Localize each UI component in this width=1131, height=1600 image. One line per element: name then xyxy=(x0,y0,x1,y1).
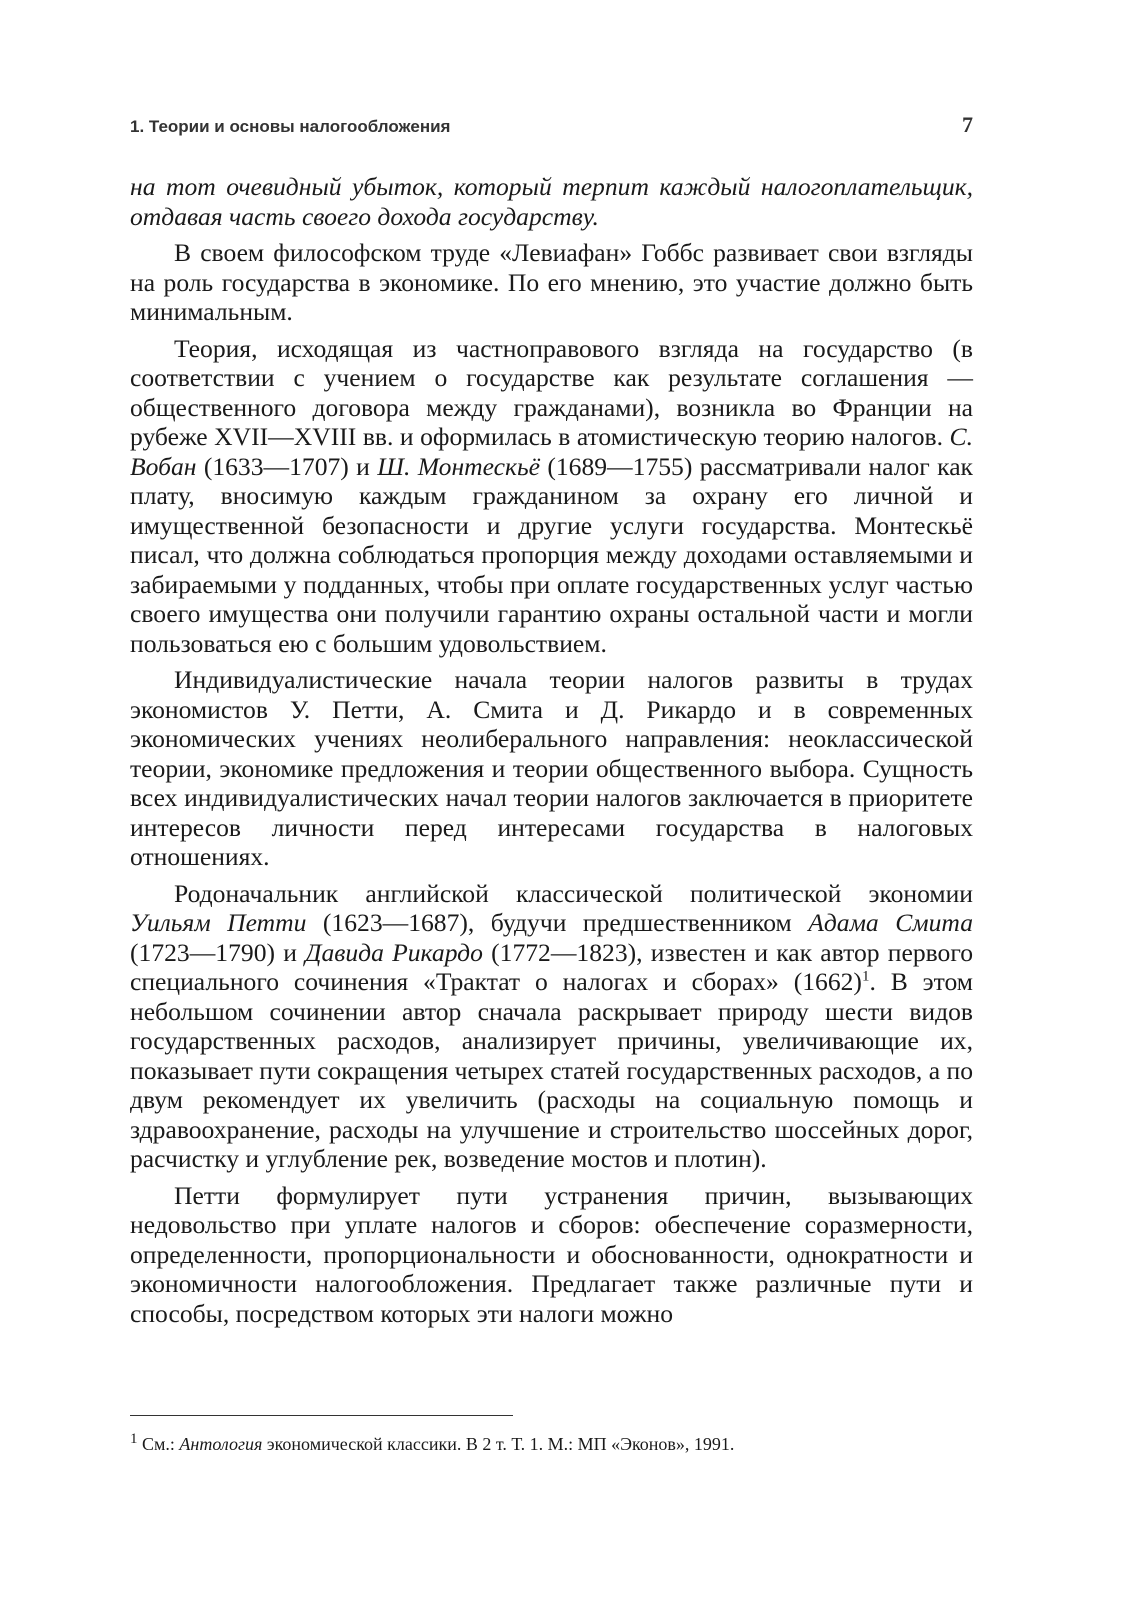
text-run: См.: xyxy=(137,1434,180,1454)
text-run: (1623—1687), будучи предшественником xyxy=(306,908,809,937)
text-run: (1633—1707) и xyxy=(196,451,378,481)
running-head xyxy=(130,112,973,138)
footnote-anthology: Антология xyxy=(179,1434,263,1454)
footnote-marker: 1 xyxy=(130,1431,138,1447)
text-run: Родоначальник английской классической политической экономии xyxy=(174,878,973,908)
name-petty: Уильям Петти xyxy=(130,908,307,937)
footnote-ref[interactable]: 1 xyxy=(861,968,870,985)
body-text xyxy=(130,172,973,1335)
page-number: 7 xyxy=(962,112,973,137)
name-montesquieu: Ш. Монтескьё xyxy=(377,451,540,481)
footnote-divider xyxy=(130,1415,513,1416)
name-ricardo: Давида Рикардо xyxy=(305,937,483,967)
name-vauban: С. Вобан xyxy=(130,422,973,481)
paragraph-petty-principles: Петти формулирует пути устранения причин, вызывающих недовольство при уплате налогов и сборов: обеспечение соразмерности, определенности, пропорциональности и обоснованности, однократности и экономичности налогообложения. Предлагает также различные пути и способы, посредством которых эти налоги можно xyxy=(130,1180,973,1328)
text-run: экономической классики. В 2 т. Т. 1. М.: МП «Эконов», 1991. xyxy=(262,1434,735,1454)
paragraph-private-law-theory xyxy=(130,334,973,659)
paragraph-petty xyxy=(130,879,973,1174)
text-run: . В этом небольшом сочинении автор сначала раскрывает природу шести видов государственных расходов, анализирует причины, увеличивающие их, показывает пути сокращения четырех статей государственных расходов, а по двум рекомендует их увеличить (расходы на социальную помощь и здравоохранение, расходы на улучшение и строительство шоссейных дорог, расчистку и углубление рек, возведение мостов и плотин). xyxy=(130,967,974,1173)
text-run: (1723—1790) и xyxy=(130,937,306,967)
paragraph-hobbes: В своем философском труде «Левиафан» Гоббс развивает свои взгляды на роль государства в экономике. По его мнению, это участие должно быть минимальным. xyxy=(130,238,973,326)
footnote xyxy=(130,1433,973,1455)
text-run: (1689—1755) рассматривали налог как плату, вносимую каждым гражданином за охрану его личной и имущественной безопасности и другие услуги государства. Монтескьё писал, что должна соблюдаться пропорция между доходами оставляемыми и забираемыми у подданных, чтобы при оплате государственных услуг частью своего имущества они получили гарантию охраны остальной части и могли пользоваться ею с большим удовольствием. xyxy=(130,451,973,658)
paragraph-individualist: Индивидуалистические начала теории налогов развиты в трудах экономистов У. Петти, А. Смита и Д. Рикардо и в современных экономических учениях неолиберального направления: неоклассической теории, экономике предложения и теории общественного выбора. Сущность всех индивидуалистических начал теории налогов заключается в приоритете интересов личности перед интересами государства в налоговых отношениях. xyxy=(130,665,973,871)
text-run: (1772—1823), известен и как автор первого специального сочинения «Трактат о налогах и сборах» (1662) xyxy=(130,937,973,996)
paragraph-continued: на тот очевидный убыток, который терпит каждый налогоплательщик, отдавая часть своего дохода государству. xyxy=(130,172,973,231)
text-run: Теория, исходящая из частноправового взгляда на государство (в соответствии с учением о государстве как результате соглашения — общественного договора между гражданами), возникла во Франции на рубеже XVII—XVIII вв. и оформилась в атомистическую теорию налогов. xyxy=(130,333,973,451)
chapter-title: 1. Теории и основы налогообложения xyxy=(130,117,451,136)
name-smith: Адама Смита xyxy=(808,908,973,937)
